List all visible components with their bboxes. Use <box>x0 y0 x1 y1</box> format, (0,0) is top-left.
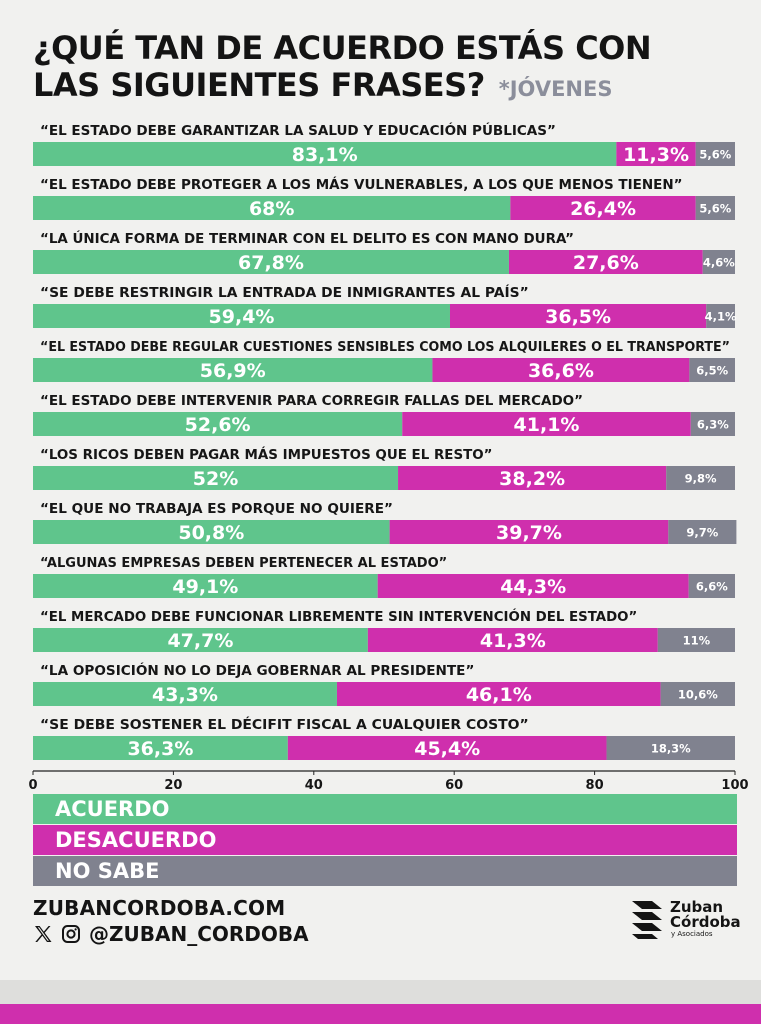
data-label: 11% <box>682 633 711 648</box>
legend <box>33 794 737 887</box>
category-label: “ALGUNAS EMPRESAS DEBEN PERTENECER AL ESTADO” <box>40 556 448 571</box>
category-label: “EL MERCADO DEBE FUNCIONAR LIBREMENTE SIN INTERVENCIÓN DEL ESTADO” <box>40 610 640 625</box>
x-tick-label: 100 <box>721 778 749 793</box>
data-label: 46,1% <box>465 684 532 706</box>
data-label: 83,1% <box>291 144 358 166</box>
data-label: 6,6% <box>695 579 728 594</box>
data-label: 59,4% <box>208 306 275 328</box>
data-label: 52% <box>192 468 239 490</box>
data-label: 39,7% <box>496 522 562 544</box>
data-label: 18,3% <box>650 741 691 756</box>
brand-line-2: Córdoba <box>670 912 741 931</box>
bottom-band-gray <box>0 980 761 1004</box>
data-label: 6,3% <box>696 417 729 432</box>
brand-line-1: Zuban <box>670 897 724 916</box>
x-tick-label: 80 <box>585 778 604 793</box>
data-label: 26,4% <box>570 198 636 220</box>
data-label: 6,5% <box>696 363 729 378</box>
category-label: “EL ESTADO DEBE INTERVENIR PARA CORREGIR FALLAS DEL MERCADO” <box>40 394 583 409</box>
category-label: “EL ESTADO DEBE PROTEGER A LOS MÁS VULNERABLES, A LOS QUE MENOS TIENEN” <box>40 178 678 193</box>
category-label: “LA ÚNICA FORMA DE TERMINAR CON EL DELITO ES CON MANO DURA” <box>40 232 572 247</box>
data-label: 36,5% <box>545 306 612 328</box>
x-tick-label: 40 <box>304 778 323 793</box>
instagram-icon[interactable] <box>61 924 81 944</box>
data-label: 56,9% <box>199 360 266 382</box>
data-label: 27,6% <box>572 252 639 274</box>
data-label: 67,8% <box>238 252 304 274</box>
category-label: “SE DEBE RESTRINGIR LA ENTRADA DE INMIGRANTES AL PAÍS” <box>40 286 513 301</box>
data-label: 4,1% <box>704 309 737 324</box>
social-handle[interactable]: @ZUBAN_CORDOBA <box>89 922 309 946</box>
data-label: 50,8% <box>178 522 245 544</box>
data-label: 36,3% <box>127 738 194 760</box>
data-label: 10,6% <box>677 687 718 702</box>
x-tick-label: 0 <box>28 778 38 793</box>
social-links <box>33 922 309 946</box>
data-label: 36,6% <box>527 360 594 382</box>
data-label: 47,7% <box>167 630 234 652</box>
title-tag: *JÓVENES <box>498 77 613 101</box>
data-label: 45,4% <box>414 738 481 760</box>
bottom-band-magenta <box>0 1004 761 1024</box>
brand-line-3: y Asociados <box>671 929 713 938</box>
x-tick-label: 20 <box>164 778 183 793</box>
data-label: 43,3% <box>152 684 218 706</box>
x-logo-icon[interactable] <box>33 924 53 944</box>
category-label: “LA OPOSICIÓN NO LO DEJA GOBERNAR AL PRESIDENTE” <box>40 664 468 679</box>
data-label: 49,1% <box>172 576 239 598</box>
data-label: 41,3% <box>479 630 546 652</box>
legend-no-sabe: NO SABE <box>33 856 737 886</box>
zuban-cordoba-logo-icon <box>630 897 664 941</box>
data-label: 9,8% <box>684 471 717 486</box>
title-line-2-text: LAS SIGUIENTES FRASES? <box>33 66 485 104</box>
data-label: 41,1% <box>513 414 580 436</box>
data-label: 68% <box>248 198 295 220</box>
brand-text <box>670 897 741 939</box>
data-label: 52,6% <box>184 414 251 436</box>
brand-logo <box>630 897 741 941</box>
category-label: “EL ESTADO DEBE REGULAR CUESTIONES SENSIBLES COMO LOS ALQUILERES O EL TRANSPORTE” <box>40 340 730 355</box>
data-label: 4,6% <box>702 255 735 270</box>
category-label: “EL ESTADO DEBE GARANTIZAR LA SALUD Y EDUCACIÓN PÚBLICAS” <box>40 124 552 139</box>
data-label: 5,6% <box>699 201 732 216</box>
data-label: 38,2% <box>499 468 566 490</box>
x-tick-label: 60 <box>445 778 464 793</box>
data-label: 11,3% <box>623 144 689 166</box>
legend-acuerdo: ACUERDO <box>33 794 737 824</box>
title-line-1: ¿QUÉ TAN DE ACUERDO ESTÁS CON <box>33 29 652 67</box>
data-label: 44,3% <box>500 576 567 598</box>
category-label: “LOS RICOS DEBEN PAGAR MÁS IMPUESTOS QUE EL RESTO” <box>40 448 492 463</box>
legend-desacuerdo: DESACUERDO <box>33 825 737 855</box>
website-link[interactable]: ZUBANCORDOBA.COM <box>33 896 286 920</box>
data-label: 5,6% <box>699 147 732 162</box>
data-label: 9,7% <box>686 525 719 540</box>
category-label: “SE DEBE SOSTENER EL DÉCIFIT FISCAL A CUALQUIER COSTO” <box>40 718 510 733</box>
category-label: “EL QUE NO TRABAJA ES PORQUE NO QUIERE” <box>40 502 393 517</box>
